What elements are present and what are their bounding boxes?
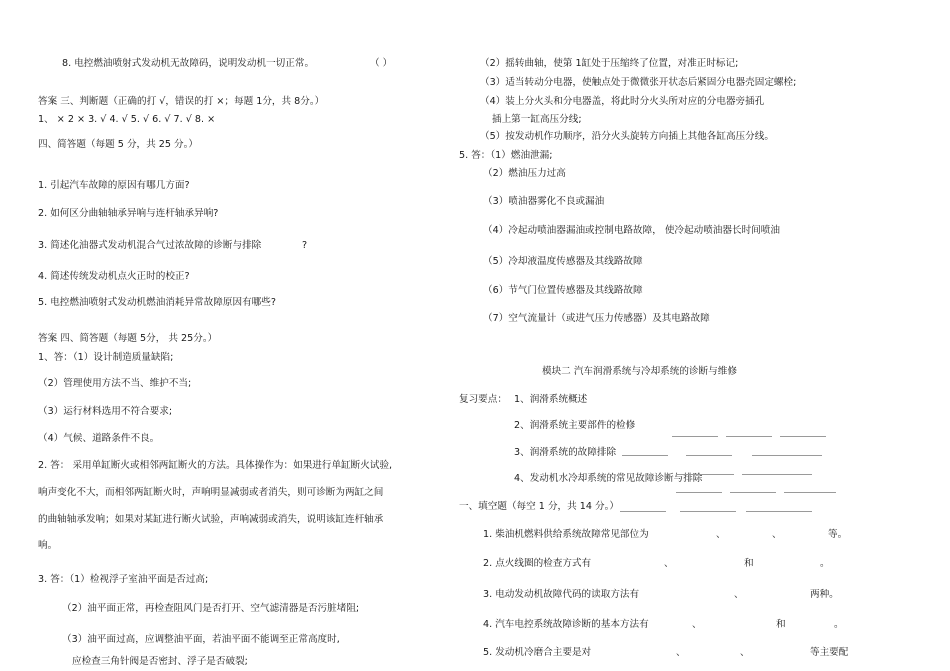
- blank-line: [784, 492, 836, 493]
- fill-question-1: 1. 柴油机燃料供给系统故障常见部位为: [483, 529, 649, 540]
- answer-2-line-2: 响声变化不大，而相邻两缸断火时，声响明显减弱或者消失，则可诊断为两缸之间: [38, 487, 384, 498]
- fill-question-4: 4. 汽车电控系统故障诊断的基本方法有: [483, 619, 649, 630]
- answer-judgment-list: 1、 × 2 × 3. √ 4. √ 5. √ 6. √ 7. √ 8. ×: [38, 114, 216, 125]
- ignition-step-4: （4）装上分火头和分电器盖，将此时分火头所对应的分电器旁插孔: [480, 96, 765, 107]
- blank-line: [730, 492, 776, 493]
- fill-4-and: 和: [776, 619, 786, 630]
- blank-line: [676, 492, 722, 493]
- answer-1: 1、答：（1）设计制造质量缺陷;: [38, 352, 174, 363]
- blank-line: [726, 436, 772, 437]
- answer-5-item-5: （5）冷却液温度传感器及其线路故障: [483, 256, 643, 267]
- blank-line: [622, 455, 668, 456]
- fill-question-5: 5. 发动机冷磨合主要是对: [483, 647, 592, 658]
- answer-paren: （ ）: [370, 58, 393, 69]
- review-label: 复习要点：: [459, 394, 507, 405]
- answer-5-item-4: （4）冷起动喷油器漏油或控制电路故障， 使冷起动喷油器长时间喷油: [483, 225, 780, 236]
- blank-line: [680, 511, 736, 512]
- blank-line: [742, 474, 812, 475]
- module-title: 模块二 汽车润滑系统与冷却系统的诊断与维修: [542, 366, 737, 377]
- answer-3: 3. 答：（1）检视浮子室油平面是否过高;: [38, 574, 209, 585]
- answer-5-item-3: （3）喷油器雾化不良或漏油: [483, 196, 605, 207]
- fill-1-sep-2: 、: [772, 529, 782, 540]
- review-item-2: 2、润滑系统主要部件的检修: [514, 420, 636, 431]
- answer-5-item-7: （7）空气流量计（或进气压力传感器）及其电路故障: [483, 313, 710, 324]
- ignition-step-3: （3）适当转动分电器，使触点处于微微张开状态后紧固分电器壳固定螺栓;: [480, 77, 797, 88]
- question-4: 4. 简述传统发动机点火正时的校正?: [38, 271, 190, 282]
- review-item-4: 4、发动机水冷却系统的常见故障诊断与排除: [514, 473, 703, 484]
- blank-line: [686, 455, 732, 456]
- answer-judgment-title: 答案 三、判断题（正确的打 √，错误的打 ×；每题 1分，共 8分。）: [38, 96, 325, 107]
- fill-2-end: 。: [820, 558, 830, 569]
- fill-in-title: 一、填空题（每空 1 分，共 14 分。）: [459, 501, 620, 512]
- blank-line: [780, 436, 826, 437]
- section-short-answer-title: 四、简答题（每题 5 分，共 25 分。）: [38, 139, 199, 150]
- ignition-step-2: （2）摇转曲轴，使第 1缸处于压缩终了位置，对准正时标记;: [480, 58, 739, 69]
- question-2: 2. 如何区分曲轴轴承异响与连杆轴承异响?: [38, 208, 219, 219]
- fill-1-end: 等。: [828, 529, 848, 540]
- fill-5-sep-2: 、: [740, 647, 750, 658]
- answer-3-item-2: （2）油平面正常，再检查阻风门是否打开、空气滤清器是否污脏堵阻;: [62, 603, 360, 614]
- fill-2-and: 和: [744, 558, 754, 569]
- ignition-step-4b: 插上第一缸高压分线;: [492, 114, 582, 125]
- blank-line: [676, 474, 734, 475]
- review-item-3: 3、润滑系统的故障排除: [514, 447, 617, 458]
- ignition-step-5: （5）按发动机作功顺序，沿分火头旋转方向插上其他各缸高压分线。: [480, 131, 774, 142]
- question-1: 1. 引起汽车故障的原因有哪几方面?: [38, 180, 190, 191]
- answer-2-line-1: 2. 答： 采用单缸断火或相邻两缸断火的方法。具体操作为：如果进行单缸断火试验,: [38, 460, 393, 471]
- question-3: 3. 简述化油器式发动机混合气过浓故障的诊断与排除: [38, 240, 262, 251]
- fill-5-sep-1: 、: [676, 647, 686, 658]
- answer-3-item-3: （3）油平面过高，应调整油平面，若油平面不能调至正常高度时,: [62, 634, 340, 645]
- fill-1-sep-1: 、: [716, 529, 726, 540]
- answer-1-item-2: （2）管理使用方法不当、维护不当;: [38, 378, 192, 389]
- fill-question-3: 3. 电动发动机故障代码的读取方法有: [483, 589, 640, 600]
- fill-2-sep: 、: [664, 558, 674, 569]
- answer-5-item-2: （2）燃油压力过高: [483, 168, 566, 179]
- fill-4-sep: 、: [692, 619, 702, 630]
- blank-line: [746, 511, 812, 512]
- blank-line: [620, 511, 666, 512]
- answer-5: 5. 答：（1）燃油泄漏;: [459, 150, 553, 161]
- answer-3-item-3b: 应检查三角针阀是否密封、浮子是否破裂;: [72, 656, 248, 667]
- answer-short-title: 答案 四、简答题（每题 5分， 共 25分。）: [38, 333, 218, 344]
- fill-3-end: 两种。: [810, 589, 839, 600]
- fill-5-end: 等主要配: [810, 647, 849, 658]
- fill-question-2: 2. 点火线圈的检查方式有: [483, 558, 592, 569]
- review-item-1: 1、润滑系统概述: [514, 394, 588, 405]
- question-5: 5. 电控燃油喷射式发动机燃油消耗异常故障原因有哪些?: [38, 297, 276, 308]
- blank-line: [672, 436, 718, 437]
- fill-4-end: 。: [834, 619, 844, 630]
- answer-5-item-6: （6）节气门位置传感器及其线路故障: [483, 285, 643, 296]
- answer-2-line-4: 响。: [38, 540, 58, 551]
- answer-1-item-4: （4）气候、道路条件不良。: [38, 433, 160, 444]
- answer-1-item-3: （3）运行材料选用不符合要求;: [38, 406, 173, 417]
- question-3-mark: ?: [302, 240, 308, 251]
- blank-line: [752, 455, 822, 456]
- fill-3-sep: 、: [734, 589, 744, 600]
- answer-2-line-3: 的曲轴轴承发响；如果对某缸进行断火试验，声响减弱或消失，说明该缸连杆轴承: [38, 514, 384, 525]
- question-8: 8. 电控燃油喷射式发动机无故障码，说明发动机一切正常。: [62, 58, 315, 69]
